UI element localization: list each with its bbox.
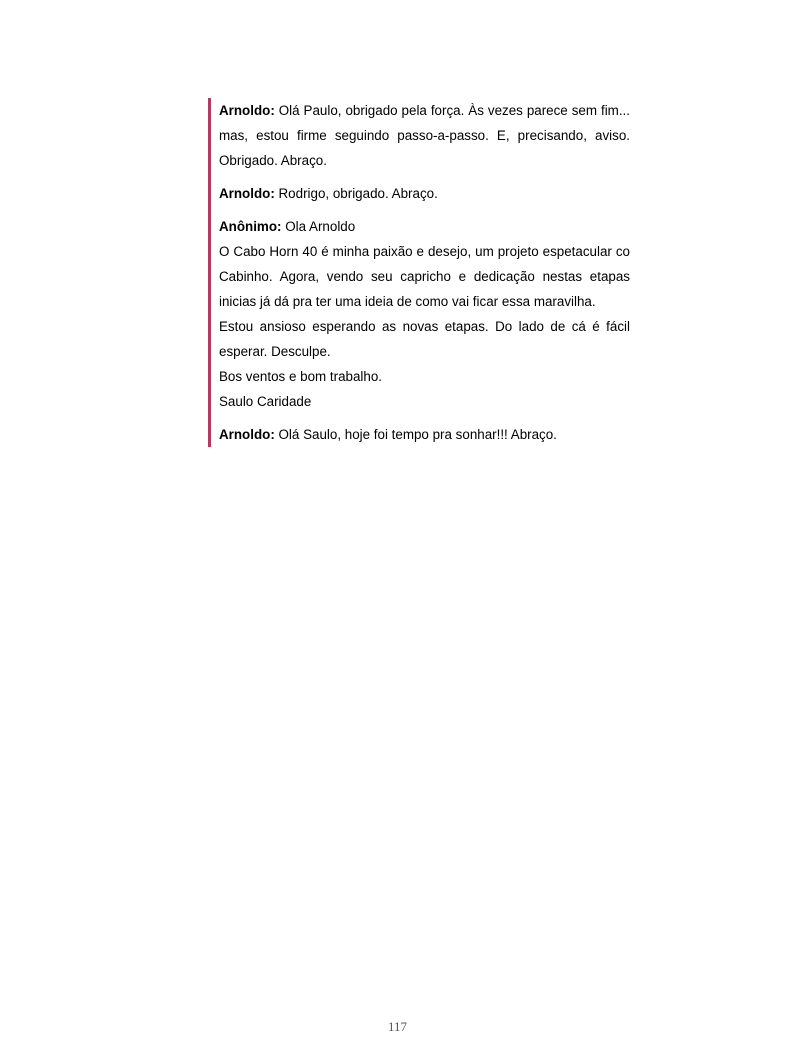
comment-4 (219, 422, 630, 447)
comment-thread (208, 98, 630, 447)
comment-text: Olá Saulo, hoje foi tempo pra sonhar!!! Abraço. (278, 427, 557, 442)
comment-text: Ola Arnoldo (285, 219, 356, 234)
comment-text: Estou ansioso esperando as novas etapas. Do lado de cá é fácil esperar. Desculpe. (219, 319, 630, 359)
comment-signature: Saulo Caridade (219, 394, 312, 409)
comment-author: Arnoldo: (219, 427, 275, 442)
comment-text: Bos ventos e bom trabalho. (219, 369, 383, 384)
comment-text: Rodrigo, obrigado. Abraço. (278, 186, 438, 201)
comment-2 (219, 181, 630, 206)
comment-author: Arnoldo: (219, 103, 275, 118)
comment-text: Olá Paulo, obrigado pela força. Às vezes parece sem fim... mas, estou firme seguindo passo-a-passo. E, precisando, aviso. Obrigado. Abraço. (219, 103, 630, 168)
comment-author: Arnoldo: (219, 186, 275, 201)
comment-author: Anônimo: (219, 219, 282, 234)
comment-3 (219, 214, 630, 414)
page-number: 117 (387, 1019, 408, 1034)
comment-1 (219, 98, 630, 173)
comment-text: O Cabo Horn 40 é minha paixão e desejo, um projeto espetacular co Cabinho. Agora, vendo seu capricho e dedicação nestas etapas inicias já dá pra ter uma ideia de como vai ficar essa maravilha. (219, 244, 630, 309)
